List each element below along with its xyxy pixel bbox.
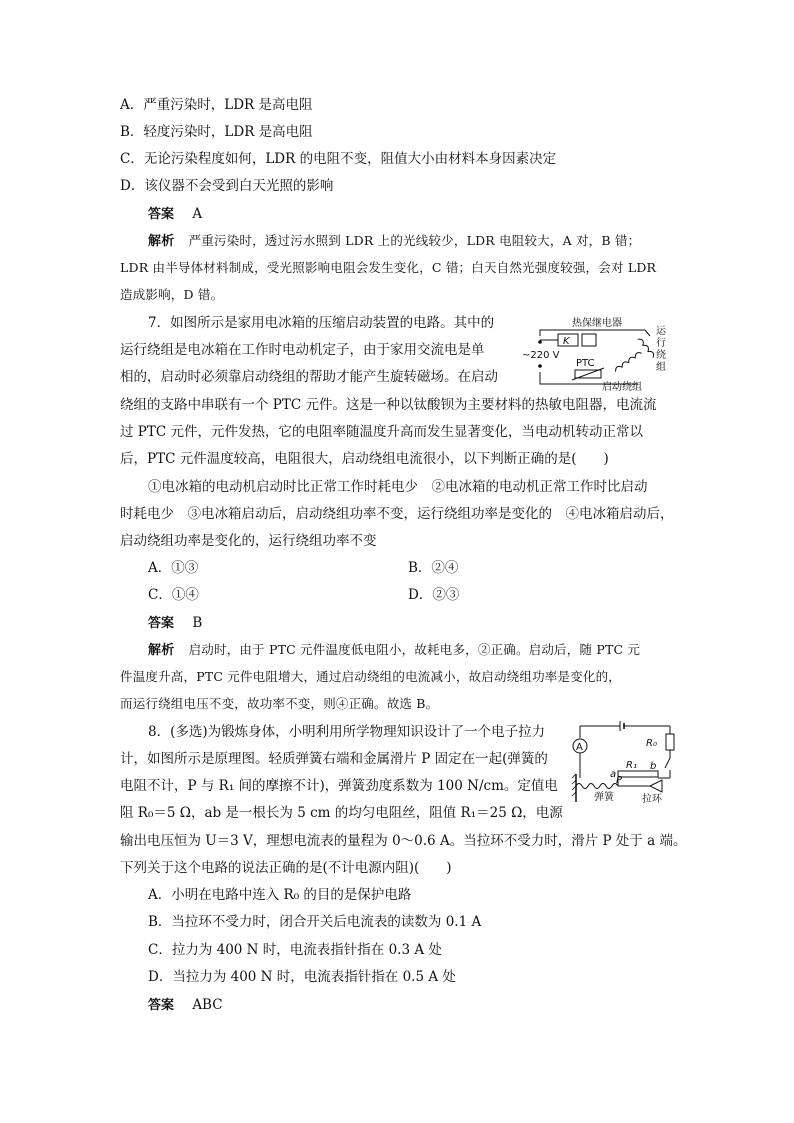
q7-option-d: D．②③ — [408, 587, 460, 603]
q8-fig-ammeter-label: A — [576, 742, 583, 753]
q8-circuit-figure — [570, 716, 680, 806]
q8-fig-ring-label: 拉环 — [642, 794, 662, 805]
q7-explanation-label: 解析 — [148, 643, 175, 658]
q7-explanation-line-2: 件温度升高，PTC 元件电阻增大，通过启动绕组的电流减小，故启动绕组功率是变化的， — [120, 669, 621, 684]
q8-fig-r1-label: R₁ — [626, 760, 637, 771]
q6-answer-label: 答案 — [148, 207, 175, 222]
q7-answer — [148, 613, 202, 634]
q7-explanation-line-1: 解析 启动时，由于 PTC 元件温度低电阻小，故耗电多，②正确。启动后，随 PTC 元 — [148, 642, 641, 658]
q7-circuit-figure — [520, 314, 675, 392]
q6-answer-value: A — [192, 206, 203, 222]
q8-stem-line-1: 8．(多选)为锻炼身体，小明利用所学物理知识设计了一个电子拉力 — [148, 724, 546, 740]
q6-explanation-line-2: LDR 由半导体材料制成，受光照影响电阻会发生变化，C 错；白天自然光强度较强，会对 LDR — [120, 260, 657, 275]
q7-fig-run-label-2: 行 — [656, 338, 666, 349]
q7-stem-line-6: 后，PTC 元件温度较高，电阻很大，启动绕组电流很小，以下判断正确的是( ) — [120, 451, 609, 467]
q8-stem-line-2: 计，如图所示是原理图。轻质弹簧右端和金属滑片 P 固定在一起(弹簧的 — [120, 751, 548, 767]
q7-explanation-line-3: 而运行绕组电压不变，故功率不变，则④正确。故选 B。 — [120, 696, 439, 711]
q7-fig-run-label-3: 绕 — [656, 350, 666, 361]
q6-explanation-label: 解析 — [148, 234, 175, 249]
q8-option-c: C．拉力为 400 N 时，电流表指针指在 0.3 A 处 — [148, 942, 442, 958]
q8-option-d: D．当拉力为 400 N 时，电流表指针指在 0.5 A 处 — [148, 969, 456, 985]
q8-fig-b-label: b — [650, 761, 657, 772]
q8-fig-a-label: a — [610, 769, 617, 780]
q8-fig-r0-label: R₀ — [646, 738, 657, 749]
q8-fig-p-label: P — [616, 775, 623, 786]
q6-option-c: C．无论污染程度如何，LDR 的电阻不变，阻值大小由材料本身因素决定 — [120, 151, 557, 167]
q7-statements-line-3: 启动绕组功率是变化的，运行绕组功率不变 — [120, 533, 377, 549]
q8-stem-line-6: 下列关于这个电路的说法正确的是(不计电源内阻)( ) — [120, 860, 452, 876]
q7-answer-label: 答案 — [148, 616, 175, 631]
q7-fig-k-label: K — [563, 336, 570, 347]
q7-fig-voltage-label: ~220 V — [522, 350, 560, 361]
q6-option-a: A．严重污染时，LDR 是高电阻 — [120, 97, 313, 113]
q8-fig-spring-label: 弹簧 — [594, 792, 614, 803]
q8-answer-label: 答案 — [148, 998, 175, 1013]
q7-fig-ptc-label: PTC — [576, 358, 595, 369]
q8-option-a: A．小明在电路中连入 R₀ 的目的是保护电路 — [148, 887, 412, 903]
q7-statements-line-1: ①电冰箱的电动机启动时比正常工作时耗电少 ②电冰箱的电动机正常工作时比启动 — [148, 479, 648, 495]
q7-fig-run-label-1: 运 — [656, 326, 666, 337]
q7-fig-start-label: 启动绕组 — [602, 382, 642, 392]
q6-explanation-line-1: 解析 严重污染时，透过污水照到 LDR 上的光线较少，LDR 电阻较大，A 对，B 错； — [148, 233, 641, 249]
q6-option-b: B．轻度污染时，LDR 是高电阻 — [120, 124, 313, 140]
q6-option-d: D．该仪器不会受到白天光照的影响 — [120, 178, 334, 194]
q7-stem-line-3: 相的，启动时必须靠启动绕组的帮助才能产生旋转磁场。在启动 — [120, 369, 498, 385]
q7-option-c: C．①④ — [148, 587, 199, 603]
q8-stem-line-3: 电阻不计，P 与 R₁ 间的摩擦不计)，弹簧劲度系数为 100 N/cm。定值电 — [120, 778, 558, 794]
q7-option-b: B．②④ — [408, 560, 459, 576]
q7-stem-line-4: 绕组的支路中串联有一个 PTC 元件。这是一种以钛酸钡为主要材料的热敏电阻器，电流流 — [120, 397, 657, 413]
q7-option-a: A．①③ — [148, 560, 199, 576]
q7-answer-value: B — [192, 615, 203, 631]
q8-option-b: B．当拉环不受力时，闭合开关后电流表的读数为 0.1 A — [148, 914, 482, 930]
q6-answer — [148, 204, 202, 225]
q8-stem-line-4: 阻 R₀＝5 Ω，ab 是一根长为 5 cm 的均匀电阻丝，阻值 R₁＝25 Ω，电源 — [120, 805, 563, 821]
q7-stem-line-1: 7．如图所示是家用电冰箱的压缩启动装置的电路。其中的 — [148, 315, 495, 331]
q7-statements-line-2: 时耗电少 ③电冰箱启动后，启动绕组功率不变，运行绕组功率是变化的 ④电冰箱启动后， — [120, 506, 674, 522]
q7-stem-line-2: 运行绕组是电冰箱在工作时电动机定子，由于家用交流电是单 — [120, 342, 485, 358]
q6-explanation-line-3: 造成影响，D 错。 — [120, 287, 224, 302]
q8-answer — [148, 995, 223, 1016]
q7-fig-run-label-4: 组 — [656, 362, 666, 373]
q8-answer-value: ABC — [192, 997, 223, 1013]
q8-stem-line-5: 输出电压恒为 U＝3 V，理想电流表的量程为 0～0.6 A。当拉环不受力时，滑片 P 处于 a 端。 — [120, 833, 687, 849]
q7-fig-relay-label: 热保继电器 — [572, 318, 622, 329]
q7-stem-line-5: 过 PTC 元件，元件发热，它的电阻率随温度升高而发生显著变化，当电动机转动正常以 — [120, 424, 643, 440]
